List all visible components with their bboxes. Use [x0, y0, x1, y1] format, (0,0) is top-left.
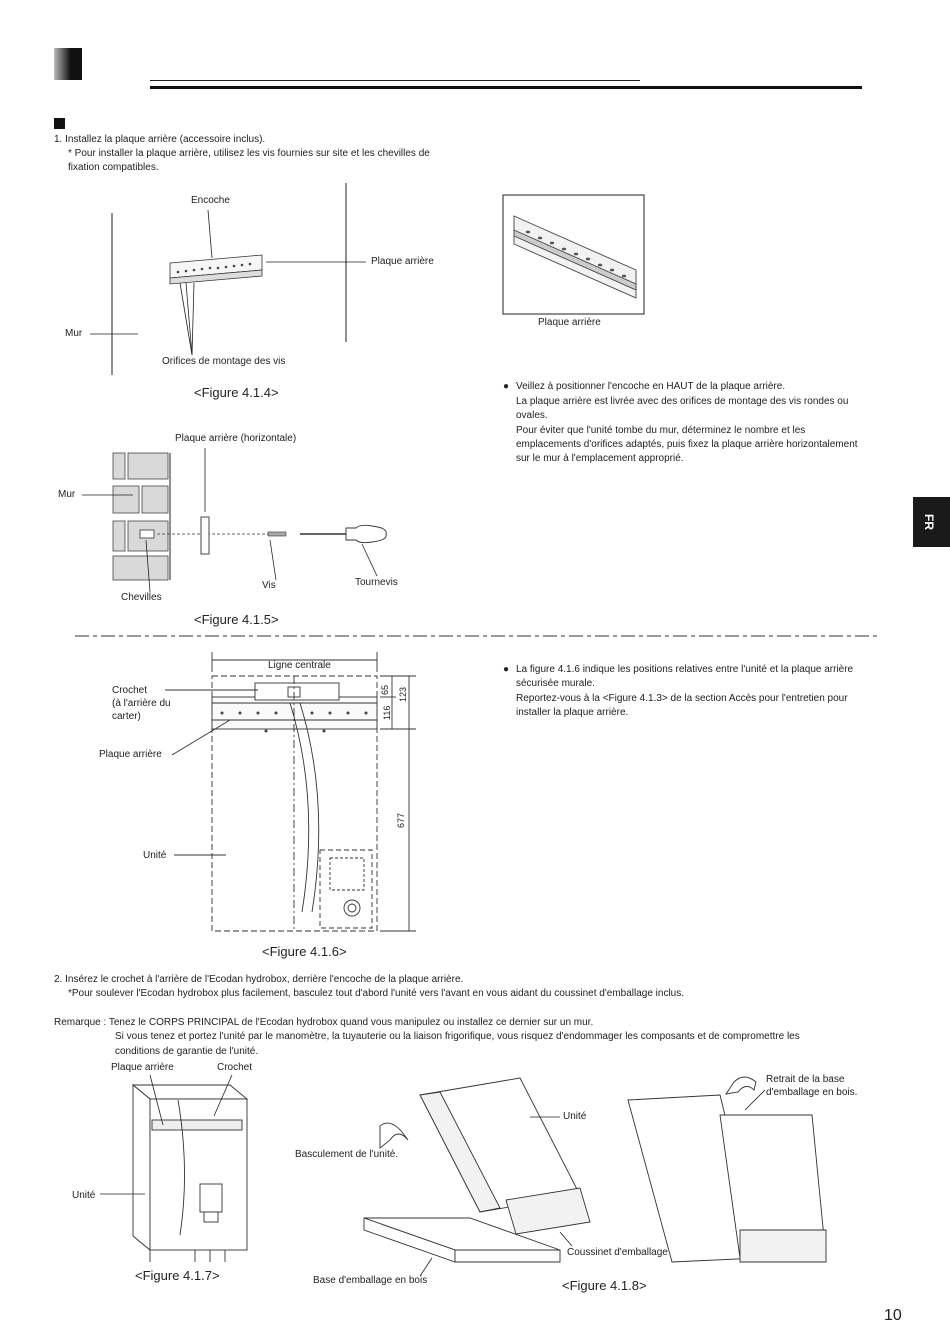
label-basculement: Basculement de l'unité.	[295, 1149, 399, 1160]
label-retrait-1: Retrait de la base	[766, 1074, 845, 1085]
label-plaque-417: Plaque arrière	[111, 1062, 174, 1073]
note1-line2: La plaque arrière est livrée avec des orifices de montage des vis rondes ou	[516, 396, 849, 407]
note2-line1: La figure 4.1.6 indique les positions relatives entre l'unité et la plaque arrière	[516, 664, 854, 675]
language-tab	[913, 497, 950, 547]
label-mur: Mur	[65, 328, 83, 339]
step2-line2: *Pour soulever l'Ecodan hydrobox plus facilement, basculez tout d'abord l'unité vers l'avant en vous aidant du coussinet d'emballage inclus.	[68, 988, 685, 999]
caption-fig-4-1-6: <Figure 4.1.6>	[262, 944, 347, 959]
label-mur-2: Mur	[58, 489, 76, 500]
label-plaque-arriere: Plaque arrière	[371, 256, 434, 267]
label-crochet-417: Crochet	[217, 1062, 253, 1073]
page-number: 10	[884, 1307, 902, 1324]
step1-line3: fixation compatibles.	[68, 162, 159, 173]
note2-line3: Reportez-vous à la <Figure 4.1.3> de la section Accès pour l'entretien pour	[516, 693, 848, 704]
label-plaque-arriere-416: Plaque arrière	[99, 749, 162, 760]
note1-line1: Veillez à positionner l'encoche en HAUT de la plaque arrière.	[516, 381, 786, 392]
dim-123: 123	[398, 686, 408, 702]
step1-line1: 1. Installez la plaque arrière (accessoire inclus).	[54, 134, 266, 145]
caption-fig-4-1-8: <Figure 4.1.8>	[562, 1278, 647, 1293]
label-retrait-2: d'emballage en bois.	[766, 1087, 858, 1098]
label-crochet-2: (à l'arrière du	[112, 698, 171, 709]
label-orifices: Orifices de montage des vis	[162, 356, 286, 367]
note2-line4: installer la plaque arrière.	[516, 707, 629, 718]
dim-65: 65	[380, 684, 390, 695]
label-base-bois: Base d'emballage en bois	[313, 1275, 428, 1286]
remark-line1: Remarque : Tenez le CORPS PRINCIPAL de l'Ecodan hydrobox quand vous manipulez ou installez ce dernier sur un mur.	[54, 1017, 594, 1028]
note2-line2: sécurisée murale.	[516, 678, 595, 689]
bullet-icon: ●	[503, 381, 510, 392]
label-coussinet: Coussinet d'emballage	[567, 1247, 668, 1258]
note1-line3: ovales.	[516, 410, 548, 421]
label-encoche: Encoche	[191, 195, 230, 206]
note1-line4: Pour éviter que l'unité tombe du mur, déterminez le nombre et les	[516, 425, 806, 436]
language-tab-label: FR	[922, 514, 936, 530]
remark-line2: Si vous tenez et portez l'unité par le manomètre, la tuyauterie ou la liaison frigorifique, vous risquez d'endommager les composants et de compromettre les	[115, 1031, 800, 1042]
label-unite-417: Unité	[72, 1190, 96, 1201]
label-ligne-centrale: Ligne centrale	[268, 660, 331, 671]
dim-116: 116	[382, 705, 392, 720]
step2-line1: 2. Insérez le crochet à l'arrière de l'Ecodan hydrobox, derrière l'encoche de la plaque arrière.	[54, 974, 464, 985]
label-unite-416: Unité	[143, 850, 167, 861]
label-unite-418: Unité	[563, 1111, 587, 1122]
caption-fig-4-1-5: <Figure 4.1.5>	[194, 612, 279, 627]
label-vis: Vis	[262, 580, 276, 591]
label-crochet-1: Crochet	[112, 685, 148, 696]
note1-line5: emplacements d'orifices adaptés, puis fixez la plaque arrière horizontalement	[516, 439, 858, 450]
label-chevilles: Chevilles	[121, 592, 162, 603]
label-crochet-3: carter)	[112, 711, 141, 722]
dim-677: 677	[396, 812, 406, 828]
bullet-icon-2: ●	[503, 664, 510, 675]
label-tournevis: Tournevis	[355, 577, 398, 588]
remark-line3: conditions de garantie de l'unité.	[115, 1046, 259, 1057]
caption-fig-4-1-7: <Figure 4.1.7>	[135, 1268, 220, 1283]
caption-fig-4-1-4: <Figure 4.1.4>	[194, 385, 279, 400]
step1-line2: * Pour installer la plaque arrière, utilisez les vis fournies sur site et les chevilles de	[68, 148, 430, 159]
label-plaque-horizontale: Plaque arrière (horizontale)	[175, 433, 297, 444]
label-photo-plaque: Plaque arrière	[538, 317, 601, 328]
note1-line6: sur le mur à l'emplacement approprié.	[516, 453, 684, 464]
